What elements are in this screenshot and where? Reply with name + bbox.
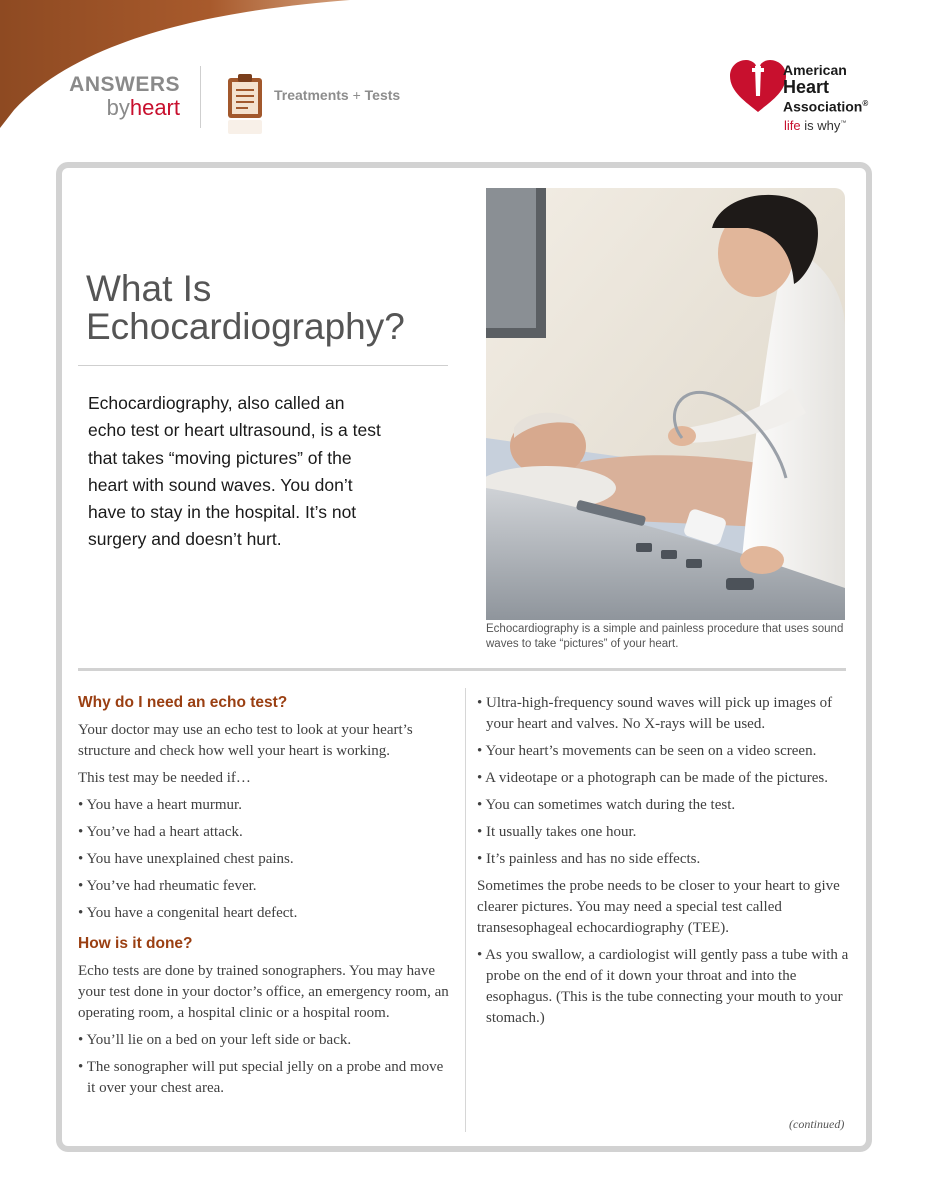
column-divider [465, 688, 466, 1132]
page-title: What Is Echocardiography? [86, 268, 405, 347]
aha-tagline: life is why™ [784, 118, 847, 133]
list-item: • The sonographer will put special jelly on a probe and move it over your chest area. [78, 1059, 444, 1096]
right-column [477, 693, 849, 1035]
echo-test-photo [486, 188, 845, 620]
tee-paragraph: Sometimes the probe needs to be closer to your heart to give clearer pictures. You may need a special test called transesophageal echocardiography (TEE). [477, 878, 840, 936]
category-label: Treatments + Tests [274, 87, 401, 103]
list-item: • You’ve had a heart attack. [78, 824, 243, 840]
clipboard-icon [226, 72, 264, 136]
brand-divider [200, 66, 201, 128]
why-paragraph: Your doctor may use an echo test to look at your heart’s structure and check how well your heart is working. [78, 722, 413, 759]
list-item: • As you swallow, a cardiologist will gently pass a tube with a probe on the end of it down your throat and into the esophagus. (This is the tube connecting your mouth to your stomach.) [477, 947, 849, 1026]
how-heading: How is it done? [78, 935, 193, 952]
intro-paragraph: Echocardiography, also called an echo test or heart ultrasound, is a test that takes “moving pictures” of the heart with sound waves. You don’t have to stay in the hospital. It’s not surgery and doesn’t hurt. [88, 393, 381, 550]
photo-caption: Echocardiography is a simple and painless procedure that uses sound waves to take “pictures” of your heart. [486, 623, 844, 650]
why-condition-intro: This test may be needed if… [78, 770, 251, 786]
list-item: • A videotape or a photograph can be made of the pictures. [477, 770, 828, 786]
aha-wordmark: American Heart Association® [783, 62, 869, 115]
list-item: • You have a congenital heart defect. [78, 905, 298, 921]
list-item: • You have a heart murmur. [78, 797, 242, 813]
list-item: • You’ve had rheumatic fever. [78, 878, 257, 894]
brand-by-heart: byheart [106, 95, 180, 120]
list-item: • You can sometimes watch during the test. [477, 797, 736, 813]
how-paragraph: Echo tests are done by trained sonographers. You may have your test done in your doctor’s office, an emergency room, an operating room, a hospital clinic or a hospital room. [78, 963, 449, 1021]
list-item: • You have unexplained chest pains. [78, 851, 294, 867]
list-item: • Ultra-high-frequency sound waves will pick up images of your heart and valves. No X-rays will be used. [477, 695, 833, 732]
list-item: • Your heart’s movements can be seen on a video screen. [477, 743, 817, 759]
why-heading: Why do I need an echo test? [78, 694, 288, 711]
list-item: • You’ll lie on a bed on your left side or back. [78, 1032, 352, 1048]
left-column [78, 693, 454, 1105]
list-item: • It’s painless and has no side effects. [477, 851, 701, 867]
brand-answers: ANSWERS [69, 73, 180, 96]
answers-by-heart-logo [56, 74, 180, 120]
heart-torch-icon [728, 56, 788, 114]
title-divider [78, 365, 448, 366]
section-divider [78, 668, 846, 671]
list-item: • It usually takes one hour. [477, 824, 637, 840]
continued-label: (continued) [789, 1117, 845, 1131]
header-swoosh [0, 0, 360, 130]
